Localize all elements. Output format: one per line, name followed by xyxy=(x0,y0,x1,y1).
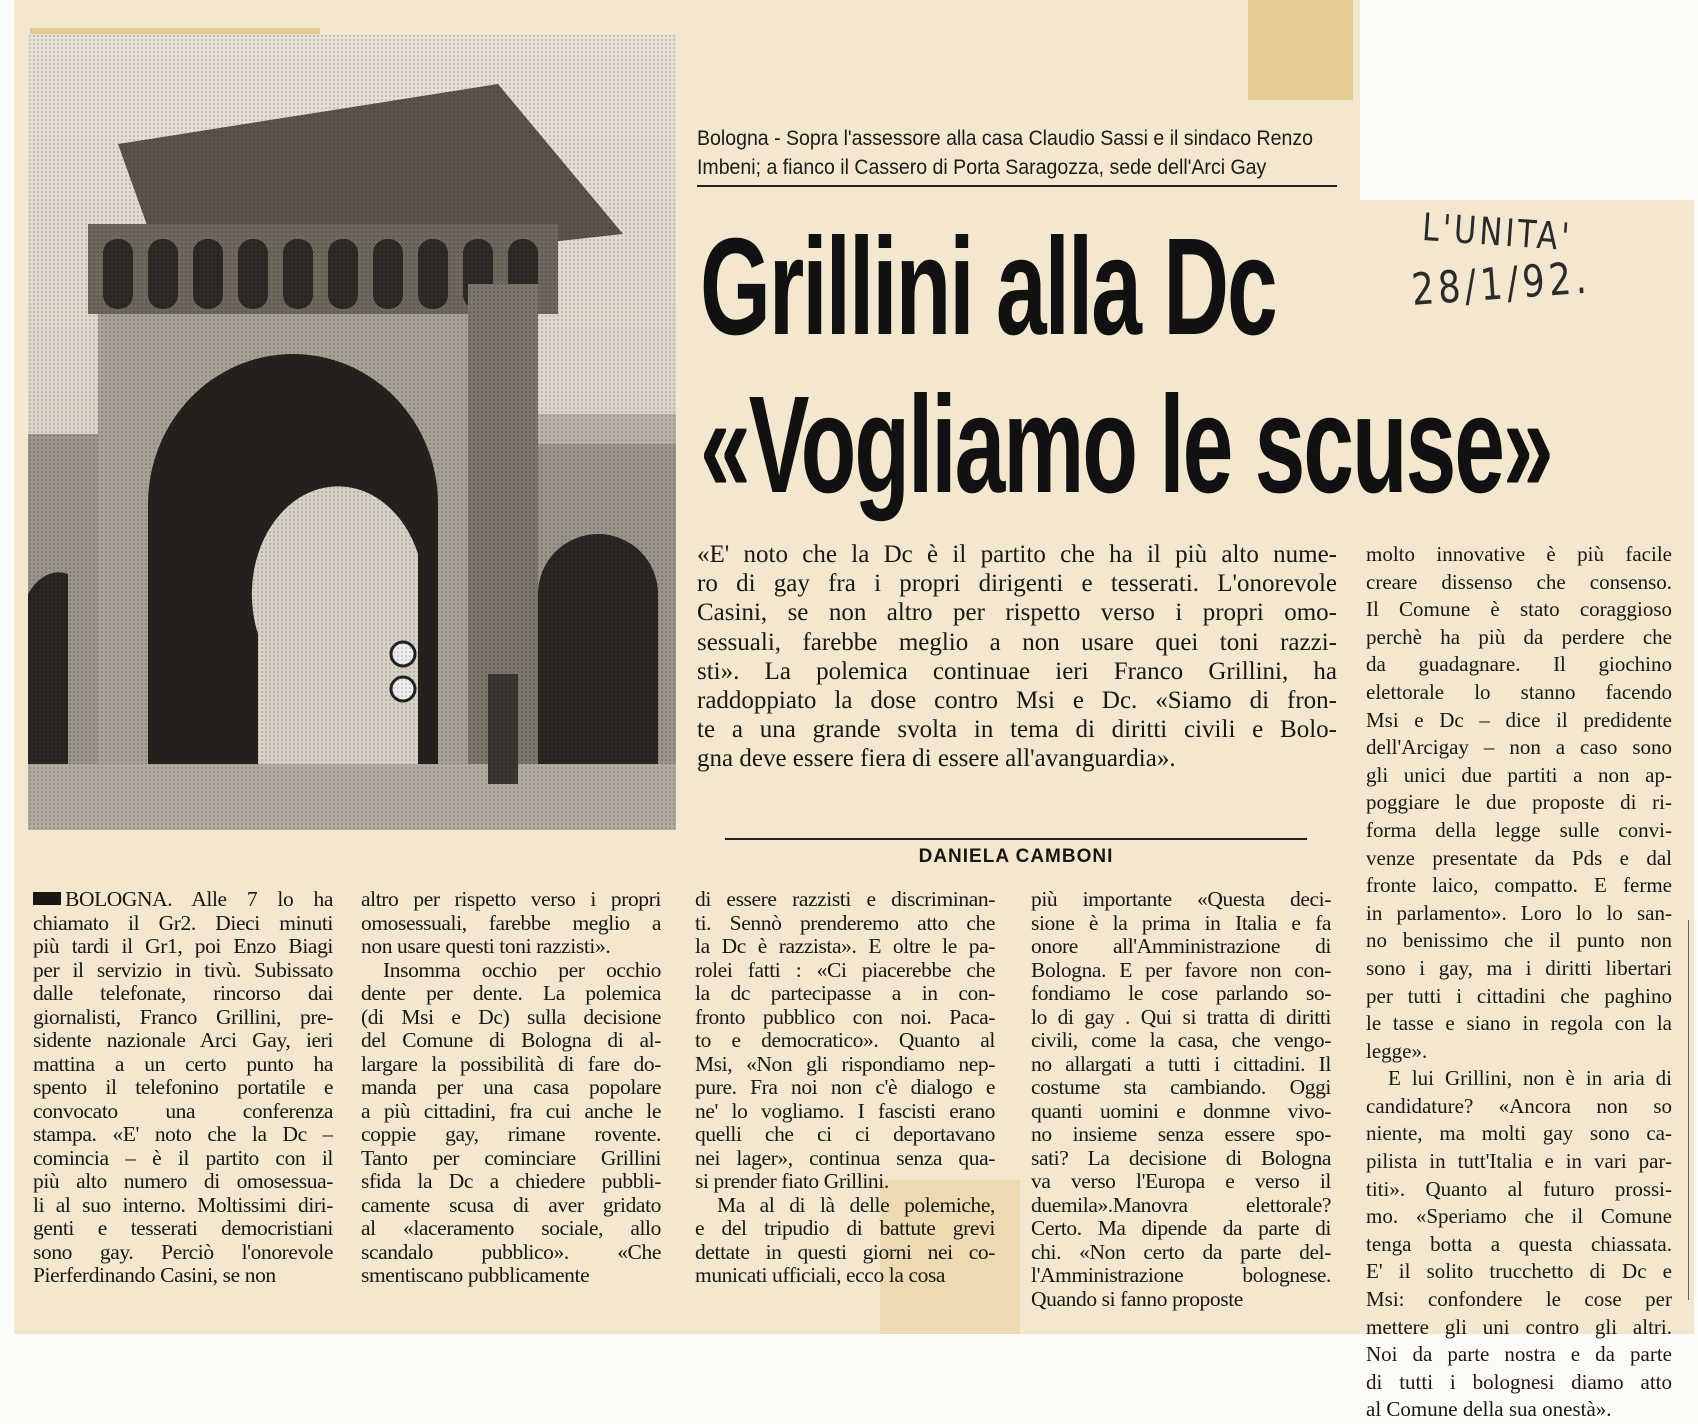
text-line: li al suo interno. Moltissimi diri- xyxy=(33,1193,333,1217)
handwritten-source: L'UNITA' xyxy=(1420,205,1574,260)
text-line: omosessuali, farebbe meglio a xyxy=(361,911,661,935)
text-line: onore all'Amministrazione di xyxy=(1031,935,1331,958)
text-line: per il servizio in tivù. Subissato xyxy=(33,958,333,982)
byline: DANIELA CAMBONI xyxy=(918,846,1114,867)
text-line: da guadagnare. Il giochino xyxy=(1366,652,1672,677)
text-line: pilista in tutt'Italia e in vari par- xyxy=(1366,1149,1672,1174)
text-line: civili, come la casa, che vengo- xyxy=(1031,1029,1331,1052)
text-line: genti e tesserati democristiani xyxy=(33,1217,333,1240)
text-line: Ma al di là delle polemiche, xyxy=(717,1193,995,1217)
text-line: sessuali, farebbe meglio a non usare quei toni razzi- xyxy=(697,628,1337,656)
dateline: BOLOGNA. xyxy=(65,888,173,911)
text-line: niente, ma molti gay sono ca- xyxy=(1366,1121,1672,1146)
text-line: camente scusa di aver gridato xyxy=(361,1193,661,1217)
text-line: Noi da parte nostra e da parte xyxy=(1366,1342,1672,1367)
handwritten-note xyxy=(1410,205,1680,335)
text-line xyxy=(33,888,333,912)
text-line: altro per rispetto verso i propri xyxy=(361,888,661,911)
text-line: dell'Arcigay – non a caso sono xyxy=(1366,735,1672,760)
text-line: di tutti i bolognesi diamo atto xyxy=(1366,1369,1672,1394)
text-line: perchè ha più da perdere che xyxy=(1366,624,1672,649)
byline-rule xyxy=(725,838,1307,840)
text-line: Msi: confondere le cose per xyxy=(1366,1287,1672,1312)
text-line: candidature? «Ancora non so xyxy=(1366,1093,1672,1118)
text-line: stampa. «E' noto che la Dc – xyxy=(33,1123,333,1146)
text-line: Casini, se non altro per rispetto verso i propri omo- xyxy=(697,599,1337,627)
text-line: va verso l'Europa e verso il xyxy=(1031,1170,1331,1193)
text-line: Certo. Ma dipende da parte di xyxy=(1031,1217,1331,1240)
text-line: creare dissenso che consenso. xyxy=(1366,569,1672,594)
text-line: sono gay. Perciò l'onorevole xyxy=(33,1240,333,1264)
text-line: sono i gay, ma i diritti libertari xyxy=(1366,955,1672,980)
text-line: fronto pubblico con noi. Paca- xyxy=(695,1005,995,1029)
text-line: e del tripudio di battute grevi xyxy=(695,1217,995,1240)
text-line: più tardi il Gr1, poi Enzo Biagi xyxy=(33,935,333,958)
text-line: titi». Quanto al futuro prossi- xyxy=(1366,1176,1672,1201)
handwritten-date: 28/1/92. xyxy=(1410,252,1593,316)
text-line: gli unici due partiti a non ap- xyxy=(1366,762,1672,787)
text-line: fronte laico, compatto. E ferme xyxy=(1366,873,1672,898)
text-line: te a una grande svolta in tema di diritti civili e Bolo- xyxy=(697,716,1337,744)
article-column-right xyxy=(1366,541,1672,1424)
text-line: E' il solito trucchetto di Dc e xyxy=(1366,1259,1672,1284)
column-rule xyxy=(1688,920,1689,1300)
headline-line-2: «Vogliamo le scuse» xyxy=(700,368,1552,522)
text-line: sidente nazionale Arci Gay, ieri xyxy=(33,1029,333,1052)
text-line: smentiscano pubblicamente xyxy=(361,1264,590,1287)
text-line: mattina a un certo punto ha xyxy=(33,1052,333,1076)
tape-strip-top-right xyxy=(1248,0,1353,100)
text-line: no benissimo che il punto non xyxy=(1366,928,1672,953)
text-line: non usare questi toni razzisti». xyxy=(361,935,611,958)
text-line: la Dc è razzista». E oltre le pa- xyxy=(695,935,995,958)
text-line: scandalo pubblico». «Che xyxy=(361,1240,661,1264)
text-line: chi. «Non certo da parte del- xyxy=(1031,1240,1331,1264)
text-line: venze presentate da Pds e dal xyxy=(1366,845,1672,870)
text-line: fondiamo le cose parlando so- xyxy=(1031,982,1331,1005)
text-line: costume sta cambiando. Oggi xyxy=(1031,1076,1331,1099)
text-line: del Comune di Bologna di al- xyxy=(361,1029,661,1052)
text-line: convocato una conferenza xyxy=(33,1099,333,1123)
text-line: più alto numero di omosessua- xyxy=(33,1170,333,1193)
text-line: Msi, «Non gli rispondiamo nep- xyxy=(695,1052,995,1076)
text-line: quelli che ci ci deportavano xyxy=(695,1123,995,1146)
text-line: spento il telefonino portatile e xyxy=(33,1076,333,1099)
caption-rule xyxy=(697,185,1337,187)
text-line: forma della legge sulle convi- xyxy=(1366,817,1672,842)
text-line: quanti uomini e donmne vivo- xyxy=(1031,1099,1331,1123)
text-line: rolei fatti : «Ci piacerebbe che xyxy=(695,958,995,982)
text-line: Insomma occhio per occhio xyxy=(383,958,661,982)
text-line: Quando si fanno proposte xyxy=(1031,1287,1243,1311)
text-line: «E' noto che la Dc è il partito che ha il più alto nume- xyxy=(697,541,1337,568)
text-line: sione è la prima in Italia e fa xyxy=(1031,911,1331,935)
caption-line: Imbeni; a fianco il Cassero di Porta Saragozza, sede dell'Arci Gay xyxy=(697,156,1267,179)
text-line: chiamato il Gr2. Dieci minuti xyxy=(33,911,333,935)
text-line: Pierferdinando Casini, se non xyxy=(33,1264,276,1287)
text-line: legge». xyxy=(1366,1038,1428,1063)
article-column-4 xyxy=(1031,888,1331,1311)
text-line: no allargati a tutti i cittadini. Il xyxy=(1031,1052,1331,1076)
text-line: municati ufficiali, ecco la cosa xyxy=(695,1264,946,1287)
text-line: dettate in questi giorni nei co- xyxy=(695,1240,995,1264)
text-line: al «laceramento sociale, allo xyxy=(361,1217,661,1240)
text-line: per tutti i cittadini che paghino xyxy=(1366,983,1672,1008)
text-line: nei lager», continua senza qua- xyxy=(695,1146,995,1170)
text-line: mo. «Speriamo che il Comune xyxy=(1366,1204,1672,1229)
text-line: l'Amministrazione bolognese. xyxy=(1031,1264,1331,1287)
text-line: sti». La polemica continuae ieri Franco Grillini, ha xyxy=(697,657,1337,685)
text-line: ro di gay fra i propri dirigenti e tesserati. L'onorevole xyxy=(697,570,1337,598)
text-line: più importante «Questa deci- xyxy=(1031,888,1331,911)
text-line: le tasse e siano in regola con la xyxy=(1366,1011,1672,1036)
text-line: si prender fiato Grillini. xyxy=(695,1170,889,1193)
text-line: duemila».Manovra elettorale? xyxy=(1031,1193,1331,1217)
text-line: coppie gay, rimane rovente. xyxy=(361,1123,661,1146)
text-line: sfida la Dc a chiedere pubbli- xyxy=(361,1170,661,1193)
text-line: no insieme senza essere spo- xyxy=(1031,1123,1331,1146)
text-line: ti. Sennò prenderemo atto che xyxy=(695,911,995,935)
dateline-marker xyxy=(33,892,61,905)
photo-caption xyxy=(697,124,1314,182)
text-line: lo di gay . Qui si tratta di diritti xyxy=(1031,1005,1331,1029)
text-line: dente per dente. La polemica xyxy=(361,982,661,1005)
text-line: Msi e Dc – dice il predidente xyxy=(1366,707,1672,732)
text-line: manda per una casa popolare xyxy=(361,1076,661,1099)
caption-line: Bologna - Sopra l'assessore alla casa Claudio Sassi e il sindaco Renzo xyxy=(697,127,1314,150)
text-line: la dc partecipasse a in con- xyxy=(695,982,995,1005)
photo-cassero-porta-saragozza xyxy=(28,34,676,830)
text-line-content: Alle 7 lo ha xyxy=(172,888,333,911)
text-line: ne' lo vogliamo. I fascisti erano xyxy=(695,1099,995,1123)
text-line: dalle telefonate, rincorso dai xyxy=(33,982,333,1005)
text-line: E lui Grillini, non è in aria di xyxy=(1388,1066,1672,1091)
text-line: a più cittadini, fra cui anche le xyxy=(361,1099,661,1123)
text-line: to e democratico». Quanto al xyxy=(695,1029,995,1052)
article-column-1 xyxy=(33,888,333,1288)
text-line: molto innovative è più facile xyxy=(1366,542,1672,566)
text-line: comincia – è il partito con il xyxy=(33,1146,333,1170)
text-line: Tanto per cominciare Grillini xyxy=(361,1146,661,1170)
text-line: di essere razzisti e discriminan- xyxy=(695,888,995,911)
text-line: pure. Fra noi non c'è dialogo e xyxy=(695,1076,995,1099)
text-line: Bologna. E per favore non con- xyxy=(1031,958,1331,982)
text-line: al Comune della sua onestà». xyxy=(1366,1397,1612,1422)
text-line: mettere gli uni contro gli altri. xyxy=(1366,1314,1672,1339)
lead-paragraph xyxy=(697,540,1337,774)
text-line: in parlamento». Loro lo lo san- xyxy=(1366,900,1672,925)
text-line: Il Comune è stato coraggioso xyxy=(1366,597,1672,622)
text-line: sati? La decisione di Bologna xyxy=(1031,1146,1331,1170)
article-column-3 xyxy=(695,888,995,1288)
text-line: giornalisti, Franco Grillini, pre- xyxy=(33,1005,333,1029)
text-line: raddoppiato la dose contro Msi e Dc. «Siamo di fron- xyxy=(697,687,1337,715)
article-column-2 xyxy=(361,888,661,1288)
text-line: (di Msi e Dc) sulla decisione xyxy=(361,1005,661,1029)
text-line: largare la possibilità di fare do- xyxy=(361,1052,661,1076)
headline-line-1: Grillini alla Dc xyxy=(700,210,1276,364)
text-line: elettorale lo stanno facendo xyxy=(1366,679,1672,704)
text-line: gna deve essere fiera di essere all'avanguardia». xyxy=(697,745,1176,773)
text-line: poggiare le due proposte di ri- xyxy=(1366,790,1672,815)
text-line: tenga botta a questa chiassata. xyxy=(1366,1231,1672,1256)
